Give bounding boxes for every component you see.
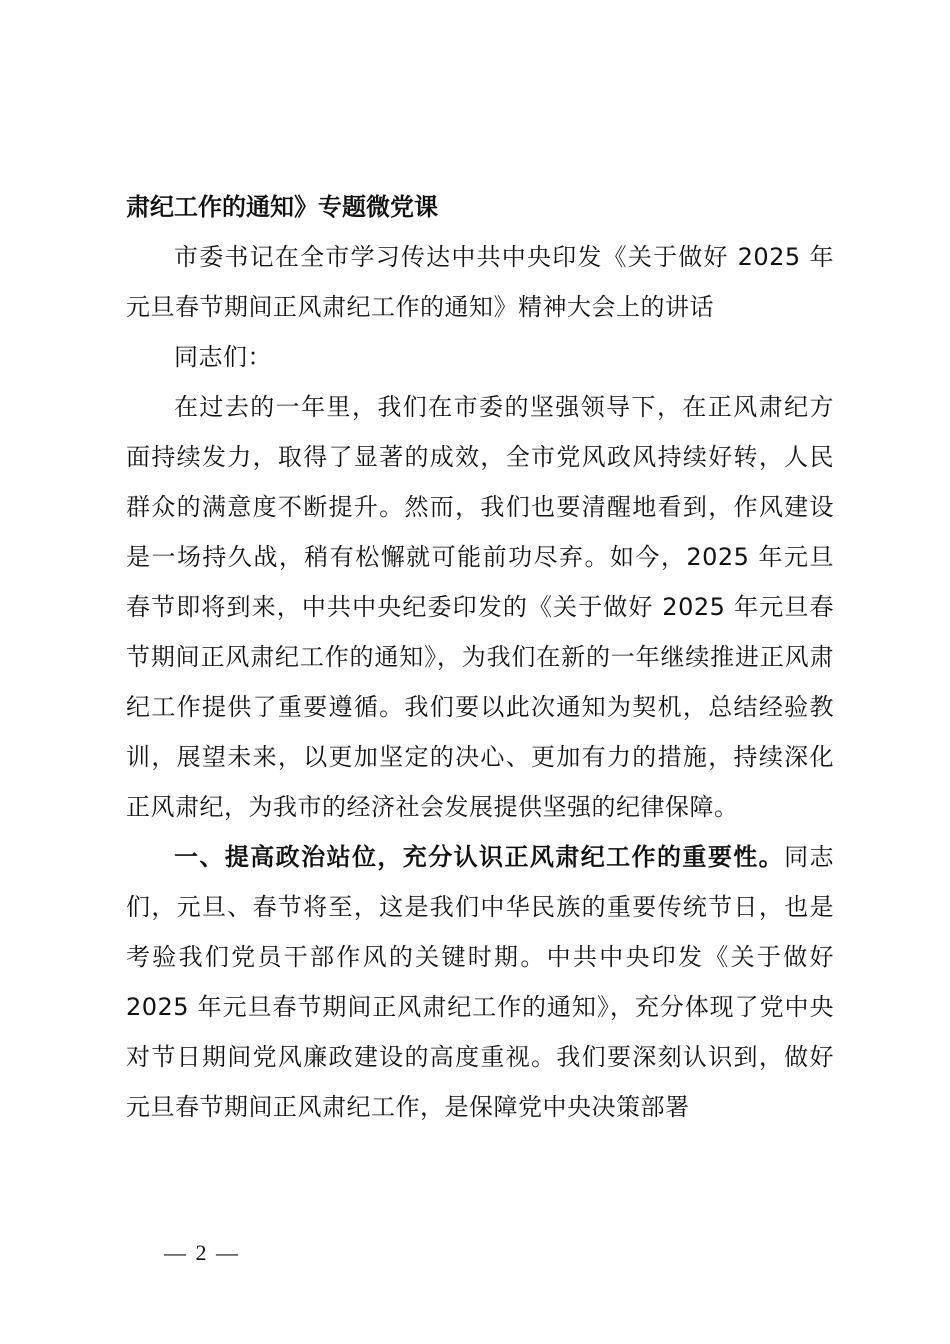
section-1-heading: 一、提高政治站位，充分认识正风肃纪工作的重要性。 [174,843,785,871]
speech-subtitle: 市委书记在全市学习传达中共中央印发《关于做好 2025 年元旦春节期间正风肃纪工作的通知》精神大会上的讲话 [126,243,834,321]
section-1-body: 同志们，元旦、春节将至，这是我们中华民族的重要传统节日，也是考验我们党员干部作风的关键时期。中共中央印发《关于做好 2025 年元旦春节期间正风肃纪工作的通知》，充分体现了党中央对节日期间党风廉政建设的高度重视。我们要深刻认识到，做好元旦春节期间正风肃纪工作，是保障党中央决策部署 [126,843,834,1121]
document-body [126,182,834,1132]
paragraph-intro: 在过去的一年里，我们在市委的坚强领导下，在正风肃纪方面持续发力，取得了显著的成效，全市党风政风持续好转，人民群众的满意度不断提升。然而，我们也要清醒地看到，作风建设是一场持久战，稍有松懈就可能前功尽弃。如今，2025 年元旦春节即将到来，中共中央纪委印发的《关于做好 2025 年元旦春节期间正风肃纪工作的通知》，为我们在新的一年继续推进正风肃纪工作提供了重要遵循。我们要以此次通知为契机，总结经验教训，展望未来，以更加坚定的决心、更加有力的措施，持续深化正风肃纪，为我市的经济社会发展提供坚强的纪律保障。 [126,393,834,821]
document-heading: 肃纪工作的通知》专题微党课 [126,193,438,221]
salutation: 同志们： [174,343,272,371]
page-number: — 2 — [164,1240,240,1265]
paragraph-section-1 [126,832,834,1132]
